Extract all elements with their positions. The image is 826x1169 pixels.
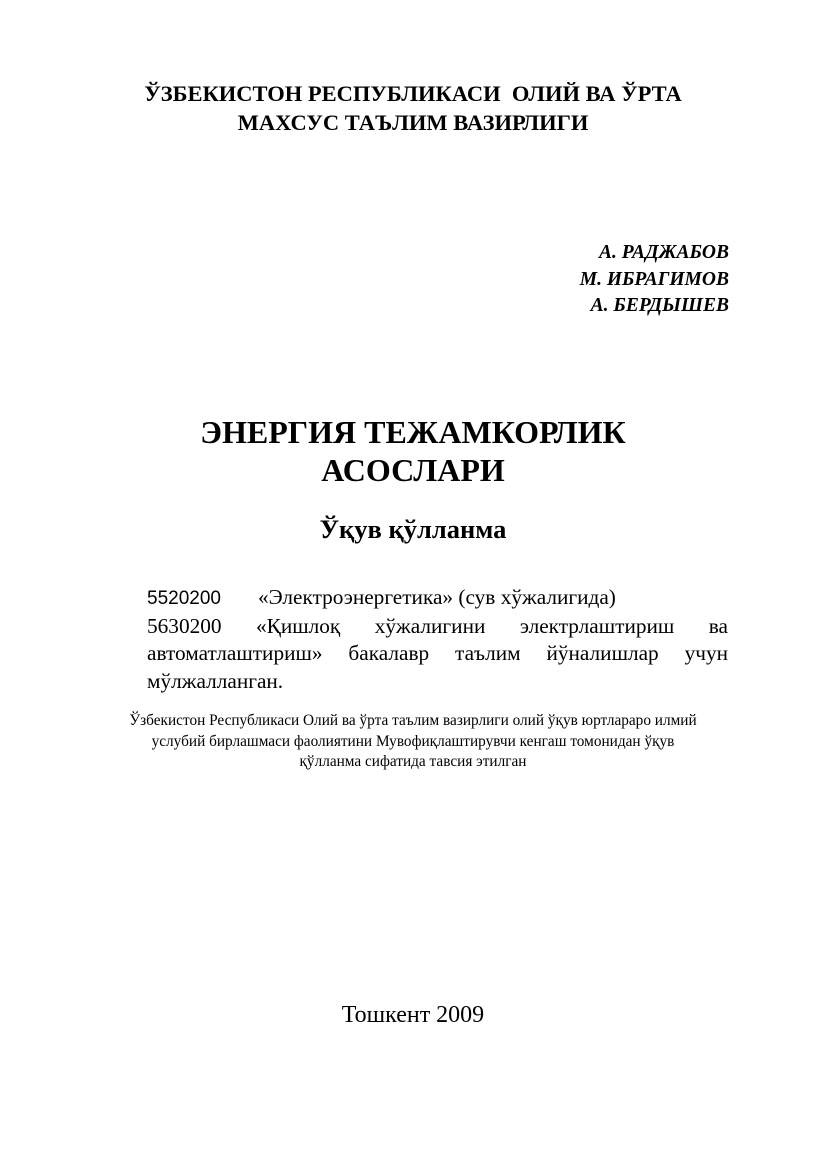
- program-code: 5520200: [147, 588, 221, 609]
- ministry-line-1: ЎЗБЕКИСТОН РЕСПУБЛИКАСИ ОЛИЙ ВА ЎРТА: [144, 81, 682, 106]
- purpose-paragraph: 5630200 «Қишлоқ хўжалигини электрлаштириш ва автоматлаштириш» бакалавр таълим йўналишлар учун мўлжалланган.: [147, 613, 728, 693]
- place-and-year: Тошкент 2009: [341, 1002, 485, 1028]
- program-name: «Электроэнергетика» (сув хўжалигида): [258, 585, 616, 609]
- author-list: [580, 240, 729, 320]
- ministry-line-2: МАХСУС ТАЪЛИМ ВАЗИРЛИГИ: [237, 110, 589, 135]
- book-subtitle: Ўқув қўлланма: [319, 514, 507, 544]
- ministry-header: [0, 79, 826, 137]
- author-name: М. ИБРАГИМОВ: [579, 268, 729, 290]
- recommendation-line-3: қўлланма сифатида тавсия этилган: [299, 753, 527, 770]
- book-title-line-2: АСОСЛАРИ: [321, 452, 505, 488]
- book-title: [0, 413, 826, 489]
- recommendation-line-2: услубий бирлашмаси фаолиятини Мувофиқлаштирувчи кенгаш томонидан ўқув: [151, 732, 675, 750]
- purpose-statement: [147, 584, 728, 695]
- recommendation-note: [92, 711, 734, 773]
- recommendation-line-1: Ўзбекистон Республикаси Олий ва ўрта таълим вазирлиги олий ўқув юртлараро илмий: [129, 712, 697, 729]
- author-name: А. БЕРДЫШЕВ: [590, 295, 729, 316]
- book-title-line-1: ЭНЕРГИЯ ТЕЖАМКОРЛИК: [200, 414, 626, 450]
- purpose-line-1: [147, 584, 728, 613]
- author-name: А. РАДЖАБОВ: [599, 242, 729, 263]
